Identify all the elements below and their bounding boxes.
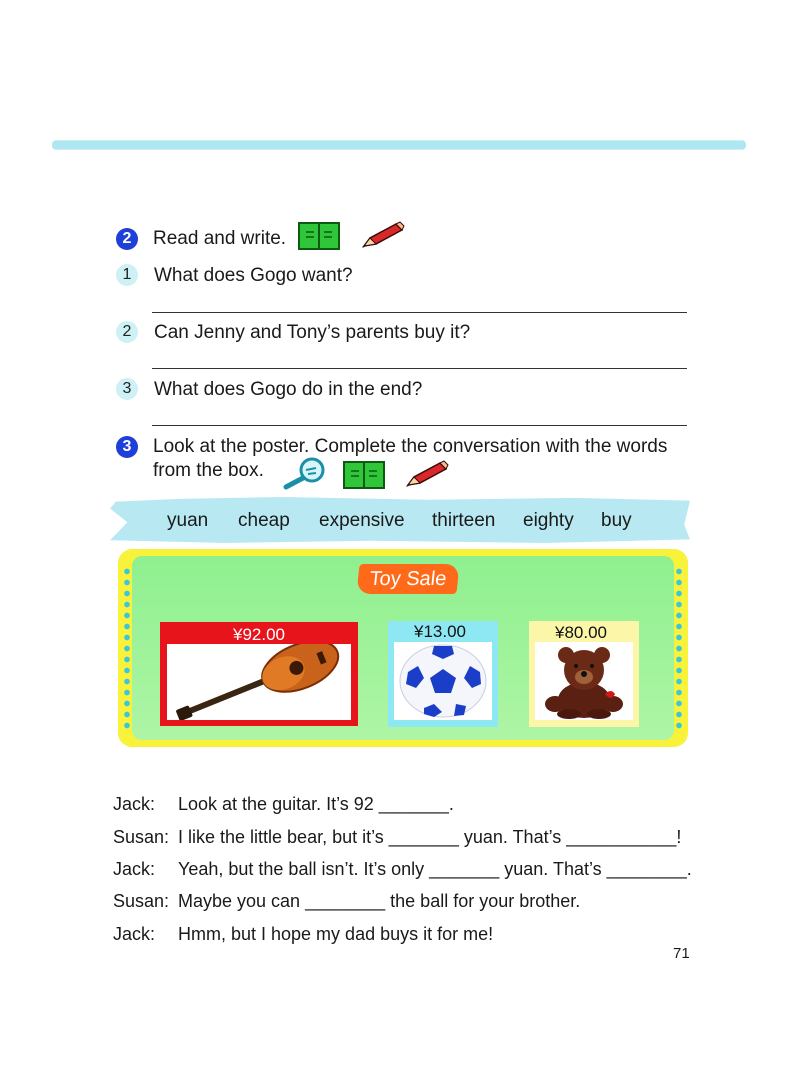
dialogue-speaker-5: Jack: xyxy=(113,924,156,944)
bear-image xyxy=(535,642,633,720)
ball-price: ¥13.00 xyxy=(414,622,466,641)
answer-line-3[interactable] xyxy=(152,425,687,426)
question-2-text: Can Jenny and Tony’s parents buy it? xyxy=(154,322,471,343)
book-icon xyxy=(343,461,385,489)
guitar-price: ¥92.00 xyxy=(233,625,285,644)
question-3-badge: 3 xyxy=(116,378,138,400)
question-2-badge: 2 xyxy=(116,321,138,343)
word-buy: buy xyxy=(601,510,632,531)
word-expensive: expensive xyxy=(319,510,405,531)
dialogue-line-3: Yeah, but the ball isn’t. It’s only _______ yuan. That’s ________. xyxy=(178,859,692,879)
poster-left-dots xyxy=(124,566,130,732)
dialogue-line-4: Maybe you can ________ the ball for your brother. xyxy=(178,891,581,911)
section-3-instruction-line2: from the box. xyxy=(153,460,264,481)
magnifier-icon xyxy=(280,456,330,490)
question-3-text: What does Gogo do in the end? xyxy=(154,379,423,400)
header-rule xyxy=(52,141,746,149)
dialogue-speaker-3: Jack: xyxy=(113,859,156,879)
section-3-instruction-line1: Look at the poster. Complete the conversation with the words xyxy=(153,436,668,457)
dialogue-line-5: Hmm, but I hope my dad buys it for me! xyxy=(178,924,494,944)
section-2-badge: 2 xyxy=(116,228,138,250)
page-number: 71 xyxy=(673,945,690,962)
dialogue-speaker-1: Jack: xyxy=(113,794,156,814)
dialogue-line-1: Look at the guitar. It’s 92 _______. xyxy=(178,794,454,814)
word-yuan: yuan xyxy=(167,510,209,531)
poster-right-dots xyxy=(676,566,682,732)
answer-line-1[interactable] xyxy=(152,312,687,313)
book-icon xyxy=(298,222,340,250)
poster-title: Toy Sale xyxy=(356,564,459,594)
section-3-badge: 3 xyxy=(116,436,138,458)
word-cheap: cheap xyxy=(238,510,290,531)
dialogue-speaker-2: Susan: xyxy=(113,827,170,847)
answer-line-2[interactable] xyxy=(152,368,687,369)
ball-image xyxy=(394,642,492,720)
word-eighty: eighty xyxy=(523,510,574,531)
pencil-icon xyxy=(360,220,406,250)
guitar-image xyxy=(167,644,351,720)
question-1-text: What does Gogo want? xyxy=(154,265,353,286)
question-1-badge: 1 xyxy=(116,264,138,286)
pencil-icon xyxy=(404,459,450,489)
section-2-title: Read and write. xyxy=(153,228,287,249)
word-thirteen: thirteen xyxy=(432,510,496,531)
dialogue-line-2: I like the little bear, but it’s _______ yuan. That’s ___________! xyxy=(178,827,682,847)
dialogue-speaker-4: Susan: xyxy=(113,891,170,911)
bear-price: ¥80.00 xyxy=(555,623,607,642)
